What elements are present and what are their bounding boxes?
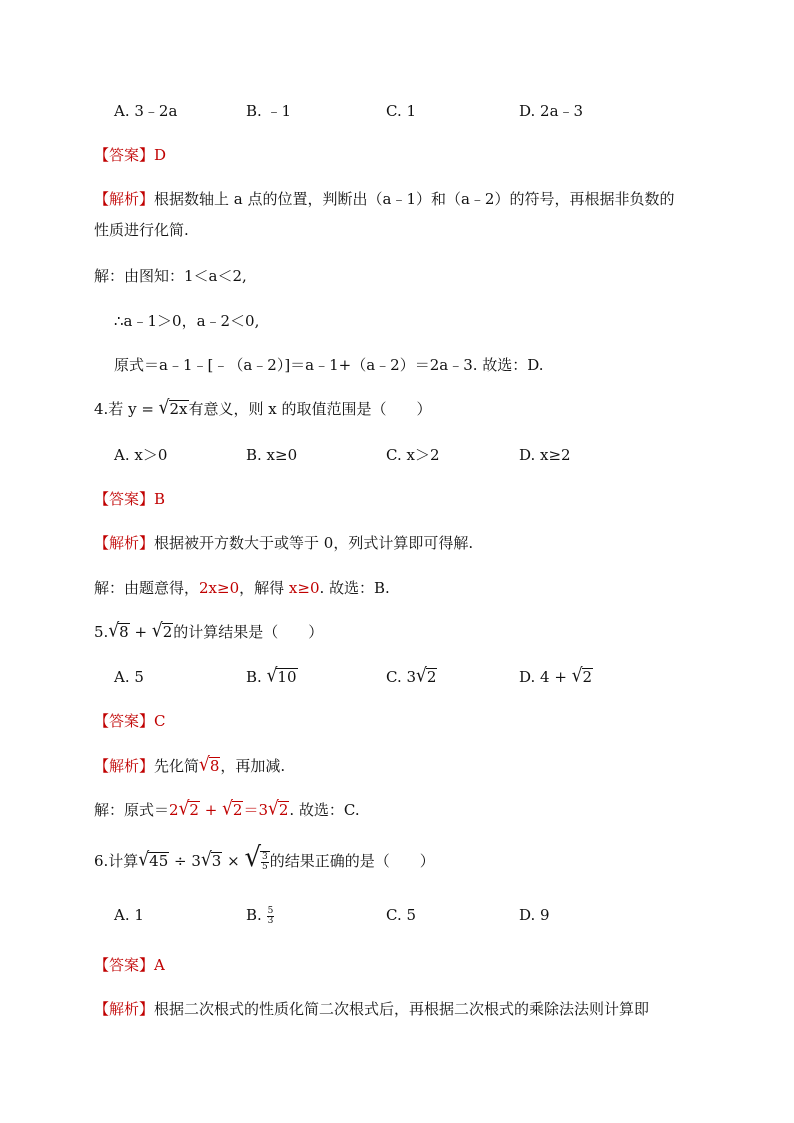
q6-suffix: 的结果正确的是（ ）	[269, 852, 435, 870]
q3-solution-line1: 解：由图知：1＜a＜2,	[94, 267, 247, 285]
sqrt-fraction: √ $\frac{3}{5}$	[244, 841, 268, 874]
sqrt-expression: √2x	[158, 396, 188, 419]
q5-option-d	[519, 664, 593, 687]
analysis-text: 先化简	[154, 757, 200, 775]
sqrt-expression: √2	[268, 797, 289, 820]
q5-prefix: 5.	[94, 623, 109, 641]
q4-options	[114, 445, 714, 465]
analysis-tag: 【解析】	[94, 1000, 155, 1018]
option-label: B.	[246, 668, 262, 686]
solution-mid: ，解得	[239, 579, 289, 597]
radicand: 45	[149, 852, 169, 870]
q5-option-c	[386, 664, 437, 687]
answer-value: C	[154, 712, 166, 730]
radicand: 2x	[169, 400, 188, 418]
sqrt-expression: √2	[178, 797, 199, 820]
denominator: 5	[262, 861, 268, 872]
q6-answer	[94, 955, 165, 975]
sqrt-expression: √2	[571, 664, 593, 687]
q5-answer	[94, 711, 166, 731]
solution-equals: ＝3	[243, 801, 268, 819]
answer-tag: 【答案】	[94, 712, 155, 730]
q4-option-a: A. x＞0	[114, 446, 168, 464]
analysis-text: 根据二次根式的性质化简二次根式后，再根据二次根式的乘除法法则计算即	[154, 1000, 650, 1018]
analysis-text-end: ，再加减.	[220, 757, 286, 775]
sqrt-expression: √45	[138, 848, 169, 871]
q4-prefix: 4.若 y =	[94, 400, 154, 418]
denominator: 3	[267, 915, 274, 926]
q4-stem	[94, 396, 432, 419]
q4-suffix: 有意义，则 x 的取值范围是（ ）	[188, 400, 432, 418]
radicand: 10	[277, 668, 297, 686]
q3-option-d: D. 2a﹣3	[519, 102, 584, 120]
q4-option-c: C. x＞2	[386, 446, 440, 464]
radicand: 2	[426, 668, 437, 686]
q5-options	[114, 664, 714, 687]
radicand: 2	[232, 801, 243, 819]
coefficient: 3	[191, 852, 201, 870]
q4-answer	[94, 489, 165, 509]
answer-value: B	[154, 490, 166, 508]
q3-solution-line3: 原式＝a﹣1﹣[﹣（a﹣2）]＝a﹣1+（a﹣2）＝2a﹣3. 故选：D.	[114, 356, 544, 374]
radicand: 2	[278, 801, 289, 819]
q6-stem	[94, 841, 435, 874]
sqrt-expression: √2	[222, 797, 243, 820]
answer-tag: 【答案】	[94, 956, 155, 974]
solution-prefix: 解：由题意得，	[94, 579, 200, 597]
q3-option-c: C. 1	[386, 102, 417, 120]
solution-coefficient: 2	[169, 801, 179, 819]
option-label: D. 4 +	[519, 668, 567, 686]
radicand: 3	[211, 852, 222, 870]
numerator: 3	[262, 851, 268, 862]
sqrt-expression: √2	[151, 619, 173, 642]
plus-sign: +	[134, 623, 148, 641]
solution-end: . 故选：C.	[289, 801, 360, 819]
sqrt-expression: √8	[108, 619, 129, 642]
q5-suffix: 的计算结果是（ ）	[173, 623, 324, 641]
analysis-tag: 【解析】	[94, 534, 155, 552]
q4-option-b: B. x≥0	[246, 446, 298, 464]
q6-option-d: D. 9	[519, 906, 550, 924]
analysis-text: 根据被开方数大于或等于 0，列式计算即可得解.	[154, 534, 474, 552]
q6-option-b	[246, 905, 274, 926]
analysis-text: 根据数轴上 a 点的位置，判断出（a﹣1）和（a﹣2）的符号，再根据非负数的	[154, 190, 675, 208]
q3-option-b: B. ﹣1	[246, 102, 292, 120]
q3-options	[114, 101, 714, 121]
numerator: 5	[267, 905, 274, 916]
sqrt-expression: √8	[199, 753, 220, 776]
q6-prefix: 6.计算	[94, 852, 139, 870]
radicand: 2	[582, 668, 593, 686]
q6-option-c: C. 5	[386, 906, 417, 924]
times-sign: ×	[227, 852, 240, 870]
q5-analysis	[94, 753, 286, 776]
sqrt-expression: √3	[200, 848, 222, 871]
divide-sign: ÷	[174, 852, 187, 870]
q3-solution-line2: ∴a﹣1＞0，a﹣2＜0,	[114, 312, 260, 330]
q5-option-b	[246, 664, 298, 687]
option-label: B.	[246, 906, 262, 924]
analysis-tag: 【解析】	[94, 757, 155, 775]
q4-option-d: D. x≥2	[519, 446, 571, 464]
plus-sign: +	[199, 801, 223, 819]
solution-end: . 故选：B.	[319, 579, 390, 597]
solution-prefix: 解：原式＝	[94, 801, 170, 819]
q5-stem	[94, 619, 324, 642]
answer-tag: 【答案】	[94, 146, 155, 164]
analysis-tag: 【解析】	[94, 190, 155, 208]
q5-solution	[94, 797, 360, 820]
q3-answer	[94, 145, 166, 165]
radicand: 8	[209, 757, 220, 775]
q6-option-a: A. 1	[114, 906, 144, 924]
radicand: 2	[189, 801, 199, 819]
solution-result: x≥0	[288, 579, 320, 597]
sqrt-expression: √2	[416, 664, 437, 687]
fraction	[267, 907, 275, 926]
answer-value: A	[154, 956, 165, 974]
option-label: C. 3	[386, 668, 417, 686]
q4-analysis	[94, 533, 473, 553]
sqrt-expression: √10	[266, 664, 297, 687]
radicand: 2	[162, 623, 173, 641]
q3-analysis-line1	[94, 189, 674, 209]
answer-value: D	[154, 146, 167, 164]
q6-analysis	[94, 999, 649, 1019]
answer-tag: 【答案】	[94, 490, 155, 508]
solution-expression: 2x≥0	[199, 579, 240, 597]
q3-analysis-line2: 性质进行化简.	[94, 221, 189, 239]
q6-options	[114, 905, 714, 925]
radicand: 8	[119, 623, 129, 641]
q5-option-a: A. 5	[114, 668, 144, 686]
q3-option-a: A. 3﹣2a	[114, 102, 178, 120]
fraction	[261, 853, 269, 872]
q4-solution	[94, 578, 390, 598]
